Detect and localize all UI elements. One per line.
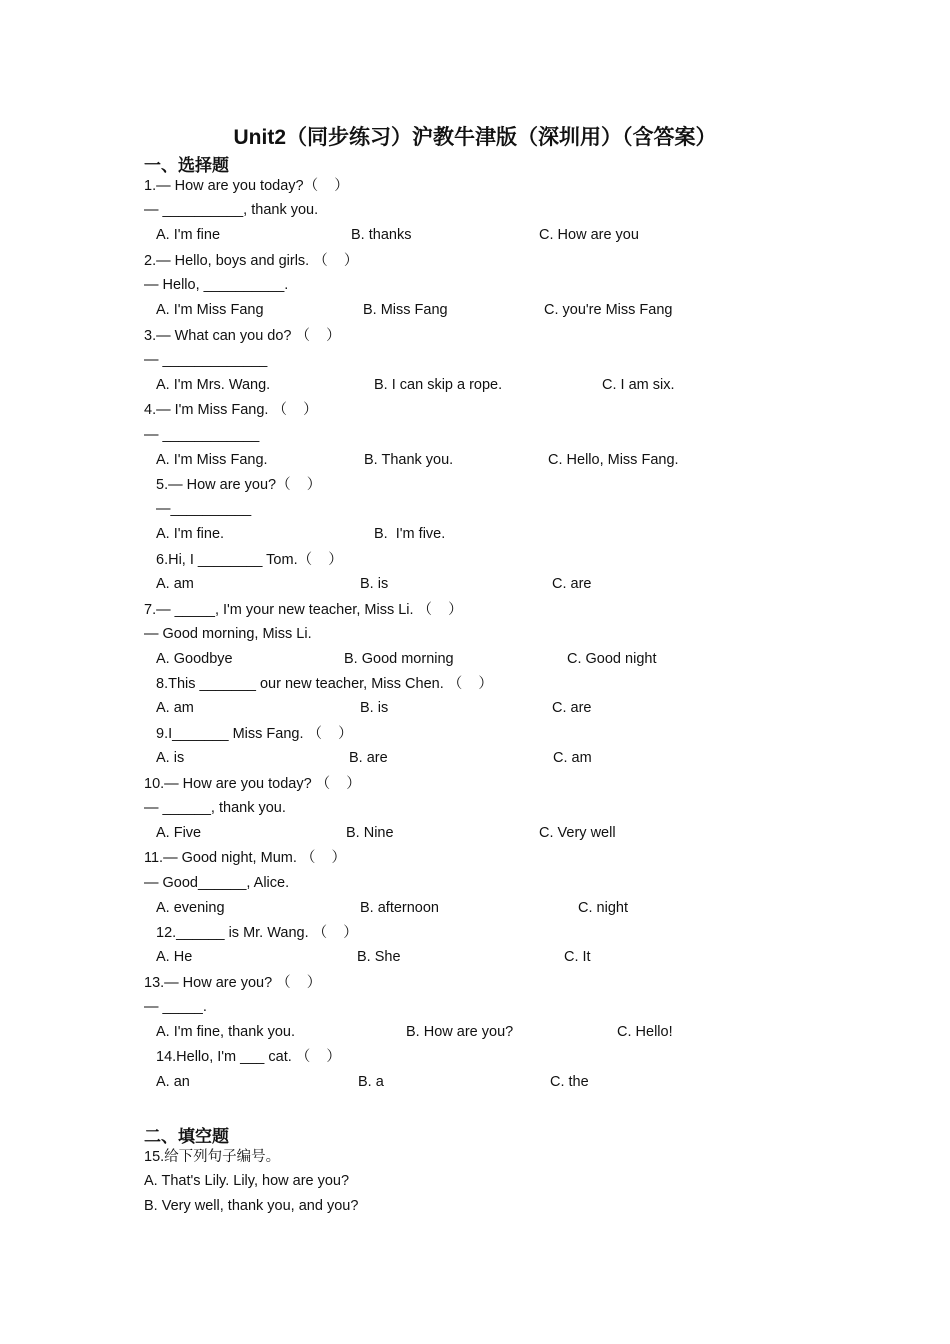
question-stem: 14.Hello, I'm ___ cat. （ ） <box>156 1049 341 1065</box>
question-stem: 9.I_______ Miss Fang. （ ） <box>156 726 353 742</box>
option-a: A. is <box>156 750 185 766</box>
option-a: A. I'm fine, thank you. <box>156 1024 295 1040</box>
option-a: A. I'm Mrs. Wang. <box>156 377 271 393</box>
option-a: A. Goodbye <box>156 651 233 667</box>
option-c: C. Hello! <box>617 1024 673 1040</box>
option-b: B. She <box>357 949 401 965</box>
option-a: A. I'm Miss Fang. <box>156 452 268 468</box>
question-stem: 15.给下列句子编号。 <box>144 1149 281 1165</box>
option-c: C. you're Miss Fang <box>544 302 673 318</box>
option-b: B. Nine <box>346 825 394 841</box>
option-b: B. thanks <box>351 227 412 243</box>
option-a: A. an <box>156 1074 190 1090</box>
option-b: B. a <box>358 1074 384 1090</box>
question-stem: 8.This _______ our new teacher, Miss Chen. （ ） <box>156 676 493 692</box>
question-sub: — ______, thank you. <box>144 800 286 816</box>
option-c: C. night <box>578 900 628 916</box>
question-sub: — Hello, __________. <box>144 277 289 293</box>
option-b: B. Miss Fang <box>363 302 448 318</box>
option-c: C. Good night <box>567 651 657 667</box>
section-heading-choice: 一、选择题 <box>144 156 229 175</box>
option-b: B. is <box>360 576 389 592</box>
option-a: A. Five <box>156 825 202 841</box>
question-sub: —__________ <box>156 501 252 517</box>
option-b: B. is <box>360 700 389 716</box>
option-a: A. am <box>156 576 194 592</box>
question-sub: — __________, thank you. <box>144 202 319 218</box>
option-a: A. evening <box>156 900 225 916</box>
question-stem: 4.— I'm Miss Fang. （ ） <box>144 402 318 418</box>
option-c: C. It <box>564 949 591 965</box>
option-a: A. am <box>156 700 194 716</box>
question-sub: — Good______, Alice. <box>144 875 290 891</box>
sentence-a: A. That's Lily. Lily, how are you? <box>144 1173 350 1189</box>
question-stem: 6.Hi, I ________ Tom.（ ） <box>156 552 343 568</box>
option-a: A. I'm fine. <box>156 526 225 542</box>
option-b: B. I'm five. <box>374 526 446 542</box>
option-a: A. I'm fine <box>156 227 221 243</box>
option-b: B. Thank you. <box>364 452 454 468</box>
sentence-b: B. Very well, thank you, and you? <box>144 1198 359 1214</box>
page-title: Unit2（同步练习）沪教牛津版（深圳用）（含答案） <box>233 126 717 149</box>
option-c: C. Very well <box>539 825 616 841</box>
option-a: A. He <box>156 949 193 965</box>
question-sub: — _____________ <box>144 352 268 368</box>
question-stem: 1.— How are you today?（ ） <box>144 178 349 194</box>
option-c: C. are <box>552 700 592 716</box>
question-stem: 2.— Hello, boys and girls. （ ） <box>144 253 359 269</box>
option-c: C. How are you <box>539 227 639 243</box>
question-stem: 13.— How are you? （ ） <box>144 975 322 991</box>
option-b: B. How are you? <box>406 1024 514 1040</box>
option-b: B. are <box>349 750 388 766</box>
section-heading-fill: 二、填空题 <box>144 1127 229 1146</box>
question-stem: 7.— _____, I'm your new teacher, Miss Li. （ ） <box>144 602 463 618</box>
question-stem: 10.— How are you today? （ ） <box>144 776 361 792</box>
option-b: B. Good morning <box>344 651 454 667</box>
option-b: B. I can skip a rope. <box>374 377 503 393</box>
question-stem: 11.— Good night, Mum. （ ） <box>144 850 347 866</box>
option-c: C. I am six. <box>602 377 675 393</box>
question-stem: 12.______ is Mr. Wang. （ ） <box>156 925 358 941</box>
option-c: C. Hello, Miss Fang. <box>548 452 679 468</box>
option-c: C. the <box>550 1074 589 1090</box>
question-sub: — _____. <box>144 999 207 1015</box>
option-b: B. afternoon <box>360 900 439 916</box>
question-sub: — Good morning, Miss Li. <box>144 626 312 642</box>
question-sub: — ____________ <box>144 427 260 443</box>
option-a: A. I'm Miss Fang <box>156 302 264 318</box>
option-c: C. are <box>552 576 592 592</box>
question-stem: 5.— How are you?（ ） <box>156 477 322 493</box>
option-c: C. am <box>553 750 592 766</box>
question-stem: 3.— What can you do? （ ） <box>144 328 341 344</box>
